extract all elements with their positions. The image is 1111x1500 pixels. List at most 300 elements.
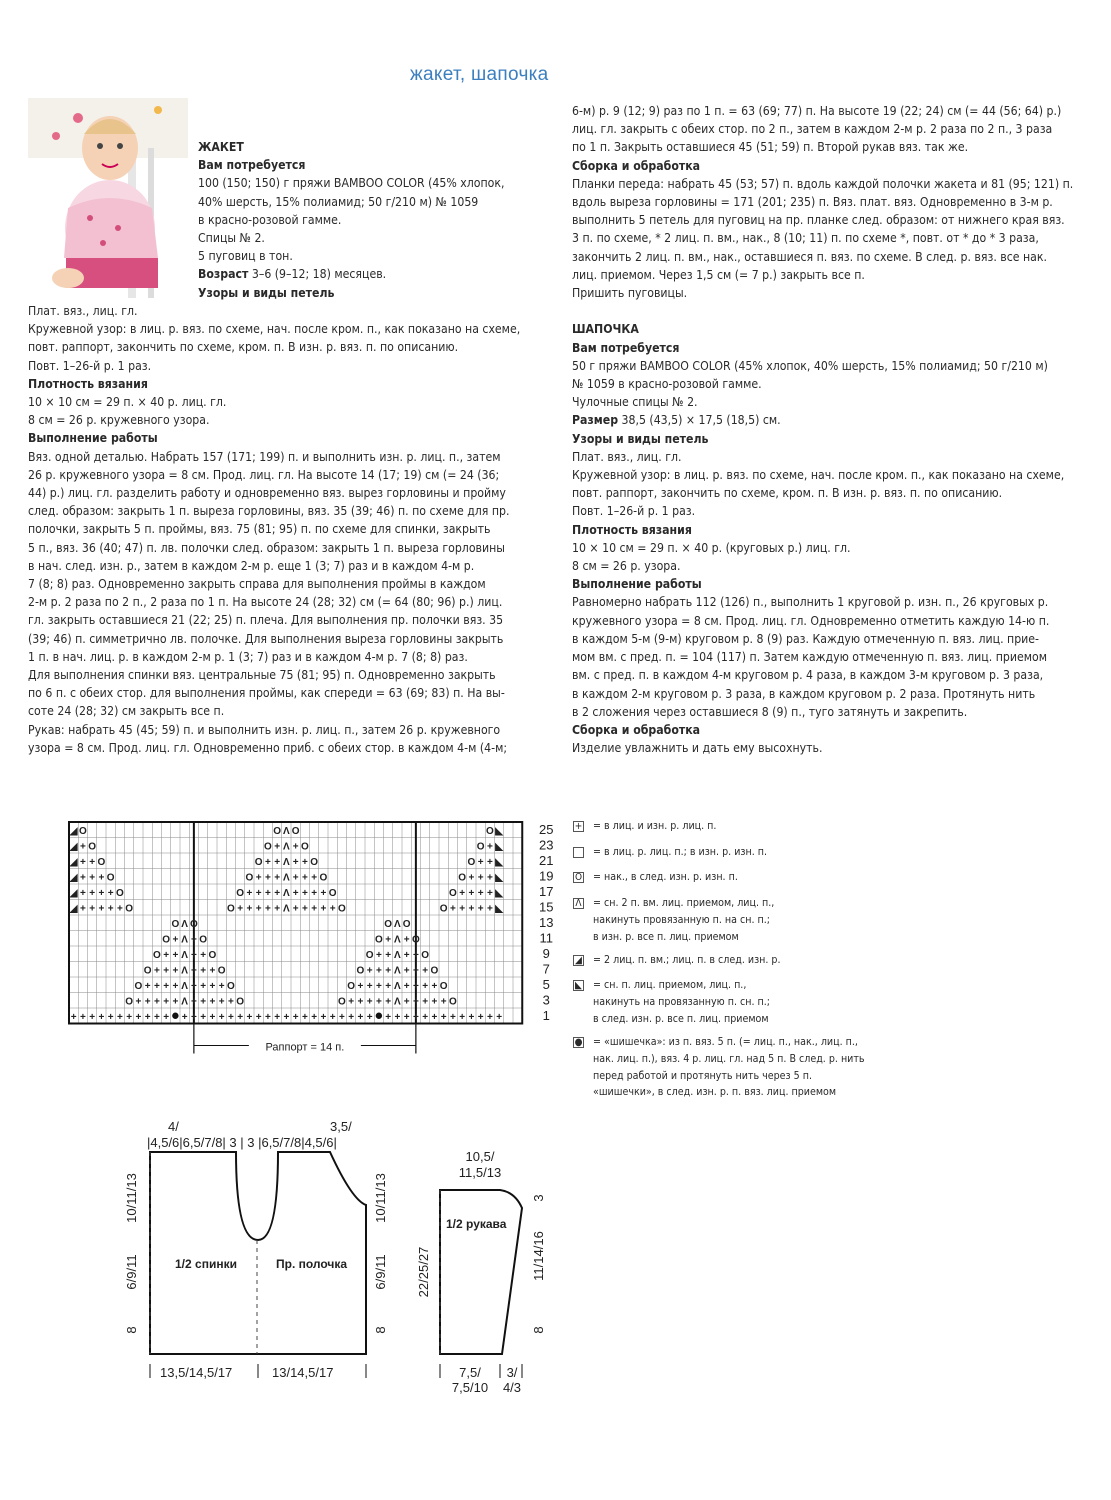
dimension-label: 10/11/13: [373, 1173, 388, 1223]
stitch-mark: O: [78, 825, 87, 837]
dimension-label: |4,5/6|6,5/7/8| 3 | 3 |6,5/7/8|4,5/6|: [147, 1135, 337, 1150]
stitch-mark: ◢: [69, 887, 78, 899]
body-pattern-outline: [150, 1152, 366, 1354]
stitch-mark: +: [79, 887, 86, 899]
stitch-mark: +: [459, 1011, 466, 1023]
row-number: 5: [542, 977, 550, 992]
stitch-mark: O: [125, 903, 134, 915]
text-line: Равномерно набрать 112 (126) п., выполнить 1 круговой р. изн. п., 26 круговых р.: [572, 595, 1049, 610]
row-number: 17: [539, 884, 554, 899]
stitch-mark: +: [89, 887, 96, 899]
jacket-heading: ЖАКЕТ: [198, 140, 244, 154]
stitch-mark: +: [477, 872, 484, 884]
stitch-mark: +: [486, 872, 493, 884]
text-line: 100 (150; 150) г пряжи BAMBOO COLOR (45% хлопок,: [198, 176, 505, 191]
dimension-label: 7,5/: [459, 1365, 481, 1380]
stitch-mark: +: [320, 1011, 327, 1023]
stitch-mark: +: [209, 980, 216, 992]
stitch-mark: Λ: [394, 996, 401, 1008]
stitch-mark: Λ: [394, 949, 401, 961]
text-line: Плат. вяз., лиц. гл.: [572, 449, 682, 464]
stitch-mark: +: [190, 949, 197, 961]
stitch-mark: +: [366, 965, 373, 977]
stitch-mark: O: [115, 887, 124, 899]
stitch-mark: +: [246, 1011, 253, 1023]
stitch-mark: Λ: [181, 965, 188, 977]
piece-label: Пр. полочка: [276, 1257, 348, 1271]
dimension-label: 6/9/11: [373, 1254, 388, 1290]
text-line: Спицы № 2.: [198, 231, 265, 246]
stitch-mark: +: [172, 996, 179, 1008]
stitch-mark: +: [403, 996, 410, 1008]
stitch-mark: +: [375, 996, 382, 1008]
stitch-mark: +: [311, 1011, 318, 1023]
dimension-label: 3,5/: [330, 1119, 352, 1134]
stitch-mark: +: [98, 903, 105, 915]
stitch-mark: ◣: [495, 872, 503, 884]
stitch-mark: +: [227, 996, 234, 1008]
stitch-mark: O: [485, 825, 494, 837]
stitch-mark: +: [255, 872, 262, 884]
text-line: 8 см = 26 р. кружевного узора.: [28, 413, 210, 428]
stitch-mark: +: [449, 903, 456, 915]
stitch-mark: +: [292, 841, 299, 853]
legend-text: [593, 1034, 865, 1101]
text-line: Планки переда: набрать 45 (53; 57) п. вдоль каждой полочки жакета и 81 (95; 121) п.: [572, 176, 1074, 191]
stitch-mark: +: [283, 1011, 290, 1023]
stitch-mark: +: [89, 1011, 96, 1023]
text-line: 5 п., вяз. 36 (40; 47) п. лв. полочки след. образом: закрыть 1 п. выреза горловины: [28, 540, 505, 555]
text-line: гл. закрыть оставшиеся 21 (22; 25) п. плеча. Для выполнения пр. полочки вяз. 35: [28, 613, 504, 628]
stitch-mark: O: [217, 965, 226, 977]
stitch-mark: +: [98, 872, 105, 884]
dimension-label: 13,5/14,5/17: [160, 1365, 233, 1380]
stitch-mark: +: [385, 1011, 392, 1023]
stitch-mark: +: [486, 1011, 493, 1023]
stitch-mark: +: [163, 1011, 170, 1023]
stitch-mark: +: [264, 1011, 271, 1023]
stitch-mark: +: [477, 887, 484, 899]
stitch-mark: +: [468, 1011, 475, 1023]
text-line: Повт. 1–26-й р. 1 раз.: [572, 504, 696, 519]
stitch-mark: +: [338, 1011, 345, 1023]
stitch-mark: +: [403, 1011, 410, 1023]
stitch-mark: +: [412, 949, 419, 961]
stitch-mark: +: [264, 903, 271, 915]
stitch-mark: +: [190, 980, 197, 992]
stitch-mark: +: [486, 841, 493, 853]
stitch-mark: Λ: [283, 872, 290, 884]
legend-text: [593, 818, 716, 835]
line-label: Размер: [572, 413, 619, 428]
text-line: Рукав: набрать 45 (45; 59) п. и выполнить изн. р. лиц. п., затем 26 р. кружевного: [28, 722, 501, 737]
text-line: Повт. 1–26-й р. 1 раз.: [28, 358, 152, 373]
stitch-mark: O: [347, 980, 356, 992]
materials-heading: Вам потребуется: [198, 158, 306, 173]
dimension-label: 4/3: [502, 1380, 522, 1395]
text-line: вм. с пред. п. в каждом 4-м круговом р. 4 раза, в каждом 3-м круговом р. 3 раза,: [572, 668, 1044, 683]
text-line: 7 (8; 8) раз. Одновременно закрыть справа для выполнения проймы в каждом: [28, 577, 486, 592]
section-heading: Плотность вязания: [572, 522, 692, 537]
stitch-mark: +: [237, 1011, 244, 1023]
stitch-mark: +: [486, 903, 493, 915]
text-line: Изделие увлажнить и дать ему высохнуть.: [572, 741, 823, 756]
stitch-mark: +: [116, 903, 123, 915]
stitch-mark: +: [116, 1011, 123, 1023]
stitch-mark: +: [292, 1011, 299, 1023]
stitch-mark: O: [328, 887, 337, 899]
stitch-mark: +: [172, 949, 179, 961]
stitch-mark: +: [292, 856, 299, 868]
stitch-mark: O: [143, 965, 152, 977]
repeat-label: Раппорт = 14 п.: [265, 1041, 345, 1054]
text-line: кружевного узора = 8 см. Прод. лиц. гл. Одновременно отметить каждую 14-ю п.: [572, 613, 1050, 628]
stitch-mark: O: [152, 949, 161, 961]
stitch-mark: +: [357, 980, 364, 992]
text-line: 26 р. кружевного узора = 8 см. Прод. лиц. гл. На высоте 14 (17; 19) см (= 24 (36;: [28, 467, 500, 482]
legend-text: [593, 844, 767, 861]
stitch-mark: +: [274, 872, 281, 884]
stitch-mark: Λ: [394, 965, 401, 977]
text-line: № 1059 в красно-розовой гамме.: [572, 377, 762, 392]
section-heading: Сборка и обработка: [572, 158, 701, 173]
stitch-mark: +: [163, 980, 170, 992]
stitch-mark: ◣: [495, 856, 503, 868]
stitch-mark: +: [301, 887, 308, 899]
stitch-mark: +: [431, 996, 438, 1008]
stitch-mark: +: [301, 1011, 308, 1023]
stitch-mark: O: [245, 872, 254, 884]
stitch-mark: +: [292, 887, 299, 899]
stitch-mark: +: [403, 934, 410, 946]
stitch-mark: O: [337, 996, 346, 1008]
section-heading: Плотность вязания: [28, 376, 148, 391]
stitch-mark: +: [89, 856, 96, 868]
dimension-label: 13/14,5/17: [272, 1365, 334, 1380]
stitch-mark: +: [329, 1011, 336, 1023]
text-line: Вяз. одной деталью. Набрать 157 (171; 199) п. и выполнить изн. р. лиц. п., затем: [28, 449, 501, 464]
section-heading: Выполнение работы: [572, 577, 702, 592]
stitch-mark: O: [263, 841, 272, 853]
text-line: Кружевной узор: в лиц. р. вяз. по схеме, нач. после кром. п., как показано на схеме,: [28, 322, 521, 337]
legend-text: [593, 895, 774, 945]
stitch-mark: O: [467, 856, 476, 868]
stitch-mark: +: [274, 1011, 281, 1023]
stitch-mark: +: [459, 887, 466, 899]
stitch-mark: Λ: [181, 949, 188, 961]
dimension-label: 11/14/16: [531, 1231, 546, 1281]
stitch-mark: +: [79, 856, 86, 868]
stitch-mark: +: [200, 996, 207, 1008]
age-label: Возраст: [198, 267, 249, 282]
stitch-mark: +: [70, 1011, 77, 1023]
text-line: по 1 п. Закрыть оставшиеся 45 (51; 59) п. Второй рукав вяз. так же.: [572, 140, 969, 155]
dimension-label: 8: [373, 1326, 388, 1334]
stitch-mark: +: [440, 1011, 447, 1023]
stitch-mark: +: [190, 1011, 197, 1023]
legend-line: = сн. п. лиц. приемом, лиц. п.,: [593, 979, 747, 991]
dimension-label: 11,5/13: [458, 1165, 502, 1180]
stitch-mark: +: [153, 1011, 160, 1023]
stitch-mark: Λ: [283, 825, 290, 837]
stitch-mark: +: [412, 996, 419, 1008]
legend-line: перед работой и протянуть нить через 5 п.: [593, 1069, 812, 1082]
stitch-mark: +: [412, 980, 419, 992]
dimension-label: 3: [531, 1194, 546, 1202]
stitch-mark: +: [329, 903, 336, 915]
dimension-label: 8: [531, 1326, 546, 1334]
section-heading: ШАПОЧКА: [572, 322, 639, 337]
stitch-mark: +: [218, 996, 225, 1008]
dimension-label: 10,5/: [465, 1149, 495, 1164]
section-heading: Вам потребуется: [572, 340, 680, 355]
stitch-mark: O: [421, 949, 430, 961]
stitch-mark: +: [320, 887, 327, 899]
text-line: 6-м) р. 9 (12; 9) раз по 1 п. = 63 (69; 77) п. На высоте 19 (22; 24) см (= 44 (56; 64) р.): [572, 104, 1062, 118]
stitch-mark: +: [440, 996, 447, 1008]
legend-line: накинуть на провязанную п. сн. п.;: [593, 995, 770, 1008]
stitch-mark: +: [98, 887, 105, 899]
legend-text: [593, 952, 781, 969]
stitch-mark: +: [89, 872, 96, 884]
stitch-mark: O: [337, 903, 346, 915]
stitch-mark: ◢: [69, 825, 78, 837]
stitch-mark: O: [254, 856, 263, 868]
legend-line: в след. изн. р. все п. лиц. приемом: [593, 1012, 769, 1025]
stitch-mark: O: [88, 841, 97, 853]
text-line: Плат. вяз., лиц. гл.: [28, 304, 138, 318]
stitch-mark: O: [291, 825, 300, 837]
stitch-mark: +: [366, 1011, 373, 1023]
stitch-mark: +: [375, 980, 382, 992]
text-line: 1 п. в нач. лиц. р. в каждом 2-м р. 1 (3; 7) раз и в каждом 4-м р. 7 (8; 8) раз.: [28, 649, 468, 664]
stitch-mark: +: [153, 965, 160, 977]
stitch-mark: +: [200, 965, 207, 977]
section-heading: Выполнение работы: [28, 431, 158, 446]
stitch-mark: Λ: [181, 918, 188, 930]
row-number: 21: [539, 853, 554, 868]
stitch-mark: ◢: [69, 872, 78, 884]
text-line: лиц. гл. закрыть с обеих стор. по 2 п., затем в каждом 2-м р. 2 раза по 2 п., 3 раза: [572, 122, 1053, 137]
legend-symbol-icon: O: [574, 872, 583, 883]
stitch-mark: +: [422, 980, 429, 992]
stitch-mark: O: [208, 949, 217, 961]
dimension-label: 7,5/10: [451, 1380, 489, 1395]
legend-line: = в лиц. р. лиц. п.; в изн. р. изн. п.: [593, 846, 768, 858]
text-line: 2-м р. 2 раза по 2 п., 2 раза по 1 п. На высоте 24 (28; 32) см (= 64 (80; 96) р.) лиц.: [28, 595, 503, 610]
stitch-mark: +: [292, 872, 299, 884]
dimension-label: 22/25/27: [416, 1246, 431, 1298]
row-number: 1: [542, 1008, 550, 1023]
text-line: в 2 сложения через оставшиеся 8 (9) п., туго затянуть и закрепить.: [572, 704, 968, 719]
text-line: Пришить пуговицы.: [572, 286, 688, 301]
stitch-mark: +: [153, 980, 160, 992]
stitch-mark: O: [236, 887, 245, 899]
text-line: 8 см = 26 р. узора.: [572, 559, 681, 574]
stitch-mark: Λ: [283, 841, 290, 853]
stitch-mark: +: [172, 980, 179, 992]
stitch-mark: +: [274, 887, 281, 899]
stitch-mark: +: [468, 872, 475, 884]
stitch-mark: Λ: [181, 934, 188, 946]
stitch-mark: +: [79, 1011, 86, 1023]
stitch-mark: ◢: [69, 856, 78, 868]
text-line: след. образом: закрыть 1 п. выреза горловины, вяз. 35 (39; 46) п. по схеме для пр.: [28, 504, 510, 519]
stitch-mark: +: [163, 965, 170, 977]
stitch-mark: +: [366, 996, 373, 1008]
stitch-mark: +: [496, 1011, 503, 1023]
stitch-mark: +: [190, 996, 197, 1008]
stitch-mark: O: [402, 918, 411, 930]
stitch-mark: +: [264, 856, 271, 868]
stitch-mark: O: [236, 996, 245, 1008]
stitch-mark: +: [403, 980, 410, 992]
stitch-mark: O: [411, 934, 420, 946]
stitch-mark: +: [412, 1011, 419, 1023]
section-heading: Сборка и обработка: [572, 722, 701, 737]
stitch-mark: +: [264, 887, 271, 899]
stitch-mark: +: [385, 996, 392, 1008]
row-number: 19: [539, 868, 554, 884]
stitch-mark: O: [356, 965, 365, 977]
row-number: 15: [539, 899, 554, 915]
text-line: вдоль выреза горловины = 171 (201; 235) п. Вяз. плат. вяз. Одновременно в 3-м р.: [572, 195, 1053, 210]
row-number: 9: [542, 946, 550, 961]
stitch-mark: +: [274, 841, 281, 853]
stitch-mark: O: [125, 996, 134, 1008]
stitch-mark: O: [310, 856, 319, 868]
row-number: 23: [539, 837, 554, 853]
stitch-mark: +: [200, 949, 207, 961]
legend-symbol-icon: Λ: [573, 898, 584, 909]
stitch-mark: O: [162, 934, 171, 946]
stitch-mark: O: [300, 841, 309, 853]
text-line: в каждом 5-м (9-м) круговом р. 8 (9) раз. Каждую отмеченную п. вяз. лиц. прие-: [572, 631, 1040, 646]
legend-symbol-icon: ◢: [573, 955, 584, 966]
stitch-mark: +: [200, 1011, 207, 1023]
stitch-mark: +: [422, 1011, 429, 1023]
text-line: повт. раппорт, закончить по схеме, кром. п. В изн. р. вяз. п. по описанию.: [28, 340, 459, 355]
stitch-mark: +: [486, 856, 493, 868]
stitch-mark: +: [107, 903, 114, 915]
patterns-heading: Узоры и виды петель: [198, 285, 335, 300]
stitch-mark: +: [422, 996, 429, 1008]
stitch-mark: +: [403, 949, 410, 961]
stitch-mark: +: [375, 965, 382, 977]
stitch-mark: +: [153, 996, 160, 1008]
stitch-mark: +: [274, 856, 281, 868]
stitch-mark: +: [126, 1011, 133, 1023]
stitch-mark: Λ: [283, 856, 290, 868]
stitch-mark: ◣: [495, 841, 503, 853]
sleeve-pattern-outline: [440, 1190, 522, 1354]
stitch-mark: +: [107, 1011, 114, 1023]
stitch-mark: +: [412, 965, 419, 977]
stitch-mark: +: [311, 872, 318, 884]
stitch-mark: +: [431, 1011, 438, 1023]
piece-label: 1/2 рукава: [446, 1217, 507, 1231]
stitch-mark: +: [227, 1011, 234, 1023]
stitch-mark: O: [448, 887, 457, 899]
dimension-label: 8: [124, 1326, 139, 1334]
stitch-mark: +: [403, 965, 410, 977]
stitch-mark: +: [190, 934, 197, 946]
stitch-mark: +: [477, 1011, 484, 1023]
stitch-mark: +: [218, 1011, 225, 1023]
row-number: 11: [539, 930, 553, 946]
stitch-mark: O: [365, 949, 374, 961]
stitch-mark: +: [237, 903, 244, 915]
text-line: по 6 п. с обеих стор. для выполнения проймы, как спереди = 63 (69; 83) п. На вы-: [28, 686, 505, 701]
stitch-mark: +: [181, 1011, 188, 1023]
section-heading: Узоры и виды петель: [572, 431, 709, 446]
stitch-mark: O: [199, 934, 208, 946]
stitch-mark: +: [246, 887, 253, 899]
stitch-mark: ◢: [69, 903, 78, 915]
stitch-mark: +: [209, 965, 216, 977]
stitch-mark: +: [431, 980, 438, 992]
text-line: полочки, закрыть 5 п. проймы, вяз. 75 (81; 95) п. по схеме для спинки, закрыть: [28, 522, 491, 537]
stitch-mark: +: [255, 1011, 262, 1023]
stitch-mark: +: [477, 856, 484, 868]
text-line: 40% шерсть, 15% полиамид; 50 г/210 м) № 1059: [198, 194, 479, 209]
stitch-mark: +: [449, 1011, 456, 1023]
stitch-mark: +: [89, 903, 96, 915]
text-line: 5 пуговиц в тон.: [198, 249, 293, 264]
text-line: в нач. след. изн. р., затем в каждом 2-м р. еще 1 (3; 7) раз и в каждом 4-м р.: [28, 558, 475, 573]
text-line: повт. раппорт, закончить по схеме, кром. п. В изн. р. вяз. п. по описанию.: [572, 486, 1003, 501]
stitch-mark: +: [348, 996, 355, 1008]
legend-symbol-icon: [573, 847, 584, 858]
text-line: соте 24 (28; 32) см закрыть все п.: [28, 704, 225, 719]
stitch-mark: +: [144, 980, 151, 992]
legend-line: нак. лиц. п.), вяз. 4 р. лиц. гл. над 5 п. В след. р. нить: [593, 1052, 865, 1065]
text-line: мом вм. с пред. п. = 104 (117) п. Затем каждую отмеченную п. вяз. лиц. приемом: [572, 650, 1047, 665]
stitch-mark: ◣: [495, 887, 503, 899]
stitch-mark: Λ: [181, 996, 188, 1008]
legend-line: в изн. р. все п. лиц. приемом: [593, 930, 739, 943]
stitch-mark: +: [163, 949, 170, 961]
stitch-mark: Λ: [394, 980, 401, 992]
stitch-mark: ◣: [495, 903, 503, 915]
stitch-mark: +: [459, 903, 466, 915]
stitch-mark: ◣: [495, 825, 503, 837]
dimension-label: 4/: [168, 1119, 179, 1134]
stitch-mark: +: [311, 903, 318, 915]
stitch-mark: +: [144, 1011, 151, 1023]
stitch-mark: O: [134, 980, 143, 992]
text-line: Кружевной узор: в лиц. р. вяз. по схеме, нач. после кром. п., как показано на схеме,: [572, 468, 1065, 483]
stitch-mark: O: [374, 934, 383, 946]
text-line: 50 г пряжи BAMBOO COLOR (45% хлопок, 40% шерсть, 15% полиамид; 50 г/210 м): [572, 358, 1048, 373]
legend-line: = «шишечка»: из п. вяз. 5 п. (= лиц. п., нак., лиц. п.,: [593, 1036, 858, 1048]
stitch-mark: O: [448, 996, 457, 1008]
stitch-mark: +: [385, 949, 392, 961]
text-line: 44) р.) лиц. гл. разделить работу и одновременно вяз. вырез горловины и пройму: [28, 486, 506, 501]
stitch-mark: O: [189, 918, 198, 930]
stitch-mark: +: [172, 934, 179, 946]
stitch-mark: +: [218, 980, 225, 992]
stitch-mark: Λ: [283, 887, 290, 899]
stitch-mark: O: [439, 903, 448, 915]
text-line: выполнить 5 петель для пуговиц на пр. планке след. образом: от нижнего края вяз.: [572, 213, 1065, 228]
stitch-mark: +: [394, 1011, 401, 1023]
row-number: 13: [539, 915, 554, 930]
stitch-mark: +: [486, 887, 493, 899]
legend-text: [593, 869, 738, 886]
row-number: 7: [542, 961, 550, 977]
stitch-mark: O: [439, 980, 448, 992]
